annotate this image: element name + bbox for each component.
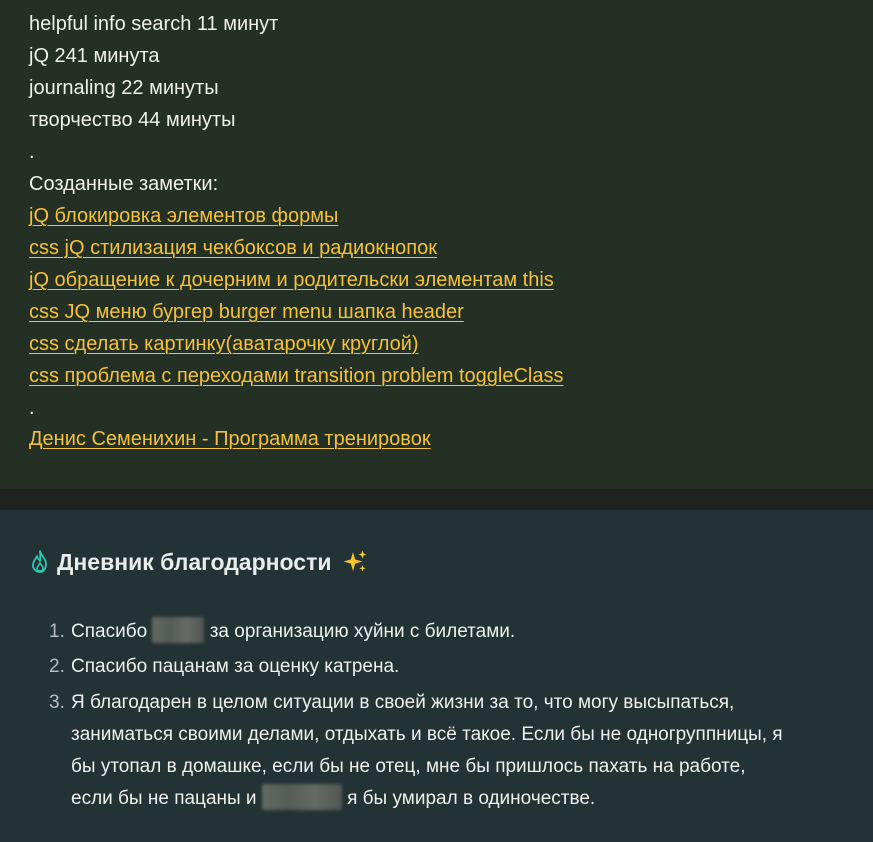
redacted-name <box>152 617 204 643</box>
list-number: 3. <box>49 692 65 713</box>
note-link[interactable]: jQ обращение к дочерним и родительски элементам this <box>29 269 554 291</box>
list-item-text: Спасибо пацанам за оценку катрена. <box>71 656 400 677</box>
redacted-name <box>262 784 342 810</box>
note-link[interactable]: css сделать картинку(аватарочку круглой) <box>29 333 419 355</box>
list-item-text: заниматься своими делами, отдыхать и всё такое. Если бы не одногруппницы, я <box>71 724 783 745</box>
stat-line: творчество 44 минуты <box>29 109 236 131</box>
panel-divider <box>0 489 873 510</box>
list-item-text: Я благодарен в целом ситуации в своей жизни за то, что могу высыпаться, <box>71 692 735 713</box>
notes-heading: Созданные заметки: <box>29 173 219 195</box>
note-link[interactable]: jQ блокировка элементов формы <box>29 205 339 227</box>
note-link[interactable]: css JQ меню бургер burger menu шапка header <box>29 301 464 323</box>
stat-line: jQ 241 минута <box>29 45 160 67</box>
note-link[interactable]: css проблема с переходами transition problem toggleClass <box>29 365 564 387</box>
list-item-text: Спасибо за организацию хуйни с билетами. <box>71 616 861 648</box>
separator-dot: . <box>29 397 35 419</box>
gratitude-heading <box>29 545 369 579</box>
gratitude-title: Дневник благодарности <box>57 548 332 575</box>
stat-line: journaling 22 минуты <box>29 77 219 99</box>
note-link[interactable]: css jQ стилизация чекбоксов и радиокнопок <box>29 237 437 259</box>
list-item-text: если бы не пацаны и я бы умирал в одиночестве. <box>71 783 861 815</box>
list-number: 2. <box>49 656 65 677</box>
stat-line: helpful info search 11 минут <box>29 13 279 35</box>
separator-dot: . <box>29 141 35 163</box>
flame-icon <box>29 549 51 575</box>
sparkles-icon <box>341 548 369 576</box>
list-number: 1. <box>49 621 65 642</box>
training-program-link[interactable]: Денис Семенихин - Программа тренировок <box>29 428 431 450</box>
list-item-text: бы утопал в домашке, если бы не отец, мне бы пришлось пахать на работе, <box>71 756 746 777</box>
